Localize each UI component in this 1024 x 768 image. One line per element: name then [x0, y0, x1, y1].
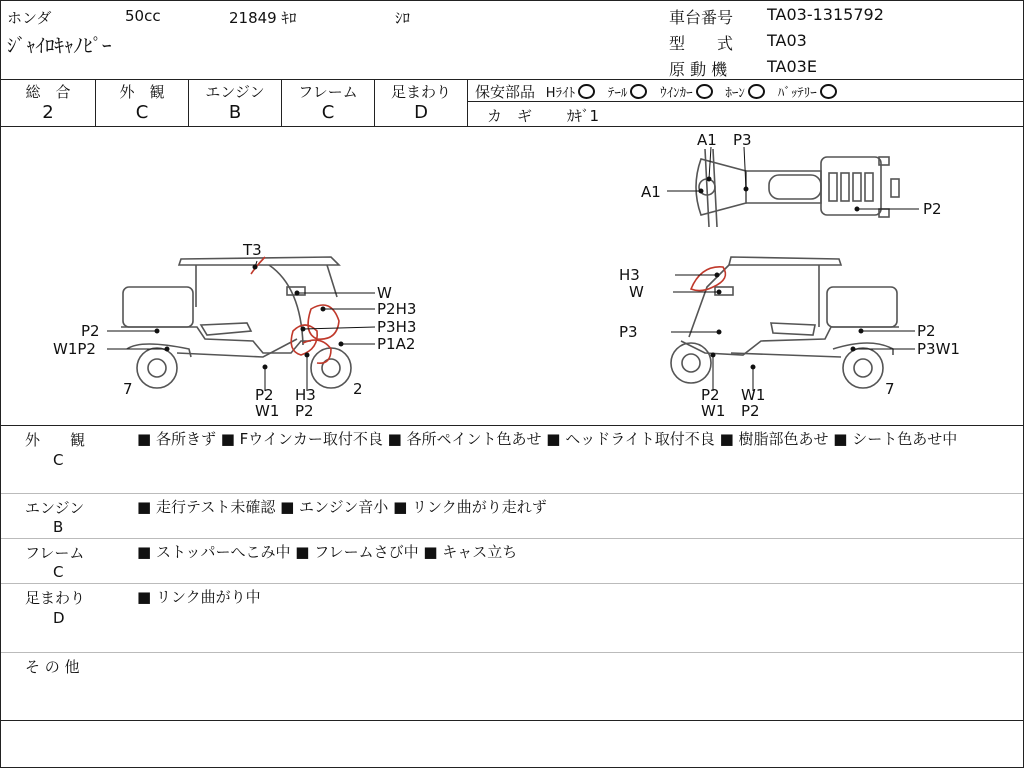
label-left-p3h3: P3H3: [377, 318, 417, 336]
grade-engine: B: [228, 102, 242, 123]
section-other-label: そ の 他: [25, 658, 80, 676]
section-suspension-label: 足まわり: [25, 589, 86, 607]
label-top-a1: A1: [697, 131, 717, 149]
grade-frame: C: [321, 102, 335, 123]
label-left-w1-bottom: W1: [255, 402, 280, 420]
label-left-w: W: [377, 284, 392, 302]
body-color: ｼﾛ: [395, 9, 411, 27]
mileage: 21849 ｷﾛ: [229, 9, 297, 27]
grade-label-exterior: 外 観: [119, 83, 165, 101]
section-frame-label: フレーム: [25, 544, 85, 562]
scooter-right-view: [671, 257, 899, 388]
grade-exterior: C: [135, 102, 149, 123]
label-top-p3: P3: [733, 131, 752, 149]
label-left-7: 7: [123, 380, 133, 398]
grade-label-frame: フレーム: [298, 83, 358, 101]
label-top-p2: P2: [923, 200, 942, 218]
ok-circle-icon: [696, 84, 713, 99]
label-left-p1a2: P1A2: [377, 335, 416, 353]
label-left-p2-bottom: P2: [255, 386, 274, 404]
safety-headlight: Hﾗｲﾄ: [545, 86, 576, 101]
label-right-w: W: [629, 283, 644, 301]
model-code-label: 型 式: [669, 34, 734, 53]
section-exterior-text: ■ 各所きず ■ Fウインカー取付不良 ■ 各所ペイント色あせ ■ ヘッドライト取付不良 ■ 樹脂部色あせ ■ シート色あせ中: [137, 430, 958, 448]
label-left-2: 2: [353, 380, 363, 398]
engine-code-label: 原 動 機: [669, 60, 728, 79]
pointer-lines: [107, 147, 919, 391]
section-exterior-grade: C: [53, 451, 64, 469]
engine-code: TA03E: [767, 57, 817, 76]
section-exterior-label: 外 観: [25, 431, 86, 449]
grade-label-suspension: 足まわり: [390, 83, 451, 101]
safety-horn: ﾎｰﾝ: [725, 86, 745, 101]
key-label: カ ギ: [487, 107, 533, 125]
grade-label-engine: エンジン: [205, 83, 265, 101]
scooter-left-view: [121, 257, 351, 388]
section-engine-label: エンジン: [25, 499, 85, 517]
label-left-t3: T3: [243, 241, 262, 259]
frame-number-label: 車台番号: [669, 8, 734, 27]
safety-tail: ﾃｰﾙ: [607, 86, 628, 101]
maker: ホンダ: [7, 9, 52, 27]
label-right-w1-bottom2: W1: [741, 386, 766, 404]
label-right-p2-bottom: P2: [701, 386, 720, 404]
label-left-h3-bottom: H3: [295, 386, 316, 404]
section-engine-grade: B: [53, 518, 64, 536]
section-suspension-text: ■ リンク曲がり中: [137, 588, 261, 606]
damage-diagram: [1, 127, 1023, 425]
safety-parts: [475, 81, 837, 102]
label-right-p2-bottom2: P2: [741, 402, 760, 420]
label-right-p2: P2: [917, 322, 936, 340]
grade-overall: 2: [42, 102, 54, 123]
label-left-w1p2: W1P2: [53, 340, 96, 358]
grade-suspension: D: [414, 102, 428, 123]
scooter-top-view: [696, 149, 899, 227]
frame-number: TA03-1315792: [767, 5, 884, 24]
ok-circle-icon: [578, 84, 595, 99]
label-right-p3: P3: [619, 323, 638, 341]
section-engine-text: ■ 走行テスト未確認 ■ エンジン音小 ■ リンク曲がり走れず: [137, 498, 547, 516]
safety-battery: ﾊﾞｯﾃﾘｰ: [777, 86, 817, 101]
section-frame-grade: C: [53, 563, 64, 581]
label-right-7: 7: [885, 380, 895, 398]
label-left-p2-bottom2: P2: [295, 402, 314, 420]
displacement: 50cc: [125, 7, 161, 25]
section-frame-text: ■ ストッパーへこみ中 ■ フレームさび中 ■ キャス立ち: [137, 543, 518, 561]
label-left-p2: P2: [81, 322, 100, 340]
label-right-h3: H3: [619, 266, 640, 284]
key-value: ｶｷﾞ1: [567, 107, 600, 125]
safety-winker: ｳｲﾝｶｰ: [660, 86, 693, 101]
section-suspension-grade: D: [53, 609, 65, 627]
model-code: TA03: [767, 31, 807, 50]
grade-label-overall: 総 合: [25, 83, 71, 101]
ok-circle-icon: [820, 84, 837, 99]
label-right-p3w1: P3W1: [917, 340, 960, 358]
model-name: ｼﾞｬｲﾛｷｬﾉﾋﾟｰ: [7, 35, 112, 57]
ok-circle-icon: [748, 84, 765, 99]
label-top-a1-left: A1: [641, 183, 661, 201]
label-left-p2h3: P2H3: [377, 300, 417, 318]
label-right-w1-bottom: W1: [701, 402, 726, 420]
safety-label: 保安部品: [475, 83, 536, 101]
ok-circle-icon: [630, 84, 647, 99]
